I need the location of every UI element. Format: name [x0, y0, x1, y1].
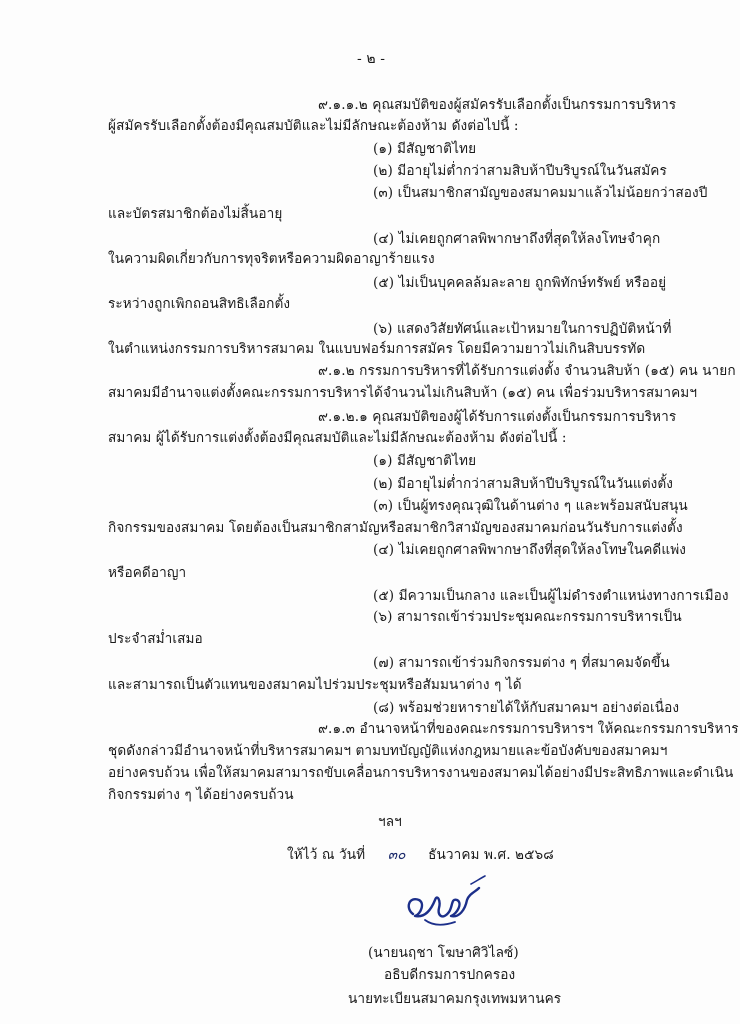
text-line: ในความผิดเกี่ยวกับการทุจริตหรือความผิดอาญาร้ายแรง [108, 251, 435, 267]
list-item: (๔) ไม่เคยถูกศาลพิพากษาถึงที่สุดให้ลงโทษจำคุก [373, 231, 661, 247]
clause-9-1-2-heading: ๙.๑.๒ กรรมการบริหารที่ได้รับการแต่งตั้ง จำนวนสิบห้า (๑๕) คน นายก [318, 363, 736, 379]
end-mark: ฯลฯ [378, 814, 402, 830]
text-line: ระหว่างถูกเพิกถอนสิทธิเลือกตั้ง [108, 296, 291, 312]
list-item: (๕) มีความเป็นกลาง และเป็นผู้ไม่ดำรงตำแหน่งทางการเมือง [373, 588, 729, 604]
signature-image [395, 870, 495, 940]
list-item: (๑) มีสัญชาติไทย [373, 453, 477, 469]
text-line: ในตำแหน่งกรรมการบริหารสมาคม ในแบบฟอร์มการสมัคร โดยมีความยาวไม่เกินสิบบรรทัด [108, 341, 646, 357]
clause-9-1-2-1-heading: ๙.๑.๒.๑ คุณสมบัติของผู้ได้รับการแต่งตั้งเป็นกรรมการบริหาร [318, 409, 677, 425]
signatory-name: (นายนฤชา โฆษาศิวิไลซ์) [368, 945, 519, 961]
list-item: (๔) ไม่เคยถูกศาลพิพากษาถึงที่สุดให้ลงโทษในคดีแพ่ง [373, 542, 687, 558]
text-line: อย่างครบถ้วน เพื่อให้สมาคมสามารถขับเคลื่อนการบริหารงานของสมาคมได้อย่างมีประสิทธิภาพและดำเนิน [108, 765, 734, 781]
text-line: ประจำสม่ำเสมอ [108, 631, 203, 647]
given-date [287, 846, 554, 864]
clause-9-1-3-heading: ๙.๑.๓ อำนาจหน้าที่ของคณะกรรมการบริหารฯ ให้คณะกรรมการบริหาร [318, 721, 739, 737]
text-line: ผู้สมัครรับเลือกตั้งต้องมีคุณสมบัติและไม่มีลักษณะต้องห้าม ดังต่อไปนี้ : [108, 118, 519, 134]
text-line: และสามารถเป็นตัวแทนของสมาคมไปร่วมประชุมหรือสัมมนาต่าง ๆ ได้ [108, 677, 522, 693]
text-line: กิจกรรมต่าง ๆ ได้อย่างครบถ้วน [108, 787, 294, 803]
list-item: (๘) พร้อมช่วยหารายได้ให้กับสมาคมฯ อย่างต่อเนื่อง [373, 700, 680, 716]
text-line: สมาคมมีอำนาจแต่งตั้งคณะกรรมการบริหารได้จำนวนไม่เกินสิบห้า (๑๕) คน เพื่อร่วมบริหารสมาคมฯ [108, 385, 698, 401]
list-item: (๒) มีอายุไม่ต่ำกว่าสามสิบห้าปีบริบูรณ์ในวันสมัคร [373, 163, 667, 179]
text-line: ชุดดังกล่าวมีอำนาจหน้าที่บริหารสมาคมฯ ตามบทบัญญัติแห่งกฎหมายและข้อบังคับของสมาคมฯ [108, 743, 668, 759]
list-item: (๖) สามารถเข้าร่วมประชุมคณะกรรมการบริหารเป็น [373, 609, 682, 625]
given-at-label: ให้ไว้ ณ วันที่ [287, 847, 366, 863]
signatory-role: นายทะเบียนสมาคมกรุงเทพมหานคร [348, 991, 562, 1007]
list-item: (๓) เป็นสมาชิกสามัญของสมาคมมาแล้วไม่น้อยกว่าสองปี [373, 185, 708, 201]
list-item: (๒) มีอายุไม่ต่ำกว่าสามสิบห้าปีบริบูรณ์ในวันแต่งตั้ง [373, 476, 674, 492]
list-item: (๑) มีสัญชาติไทย [373, 141, 477, 157]
list-item: (๓) เป็นผู้ทรงคุณวุฒิในด้านต่าง ๆ และพร้อมสนับสนุน [373, 498, 688, 514]
list-item: (๕) ไม่เป็นบุคคลล้มละลาย ถูกพิทักษ์ทรัพย์ หรืออยู่ [373, 275, 667, 291]
list-item: (๗) สามารถเข้าร่วมกิจกรรมต่าง ๆ ที่สมาคมจัดขึ้น [373, 655, 670, 671]
signatory-title: อธิบดีกรมการปกครอง [384, 967, 516, 983]
text-line: สมาคม ผู้ได้รับการแต่งตั้งต้องมีคุณสมบัติและไม่มีลักษณะต้องห้าม ดังต่อไปนี้ : [108, 430, 567, 446]
clause-9-1-1-2-heading: ๙.๑.๑.๒ คุณสมบัติของผู้สมัครรับเลือกตั้งเป็นกรรมการบริหาร [318, 97, 677, 113]
text-line: และบัตรสมาชิกต้องไม่สิ้นอายุ [108, 206, 283, 222]
list-item: (๖) แสดงวิสัยทัศน์และเป้าหมายในการปฏิบัติหน้าที่ [373, 321, 672, 337]
page-number: - ๒ - [357, 51, 386, 67]
text-line: หรือคดีอาญา [108, 565, 187, 581]
text-line: กิจกรรมของสมาคม โดยต้องเป็นสมาชิกสามัญหรือสมาชิกวิสามัญของสมาคมก่อนวันรับการแต่งตั้ง [108, 520, 683, 536]
month-year: ธันวาคม พ.ศ. ๒๕๖๘ [428, 847, 554, 863]
day-value: ๓๐ [387, 847, 406, 863]
